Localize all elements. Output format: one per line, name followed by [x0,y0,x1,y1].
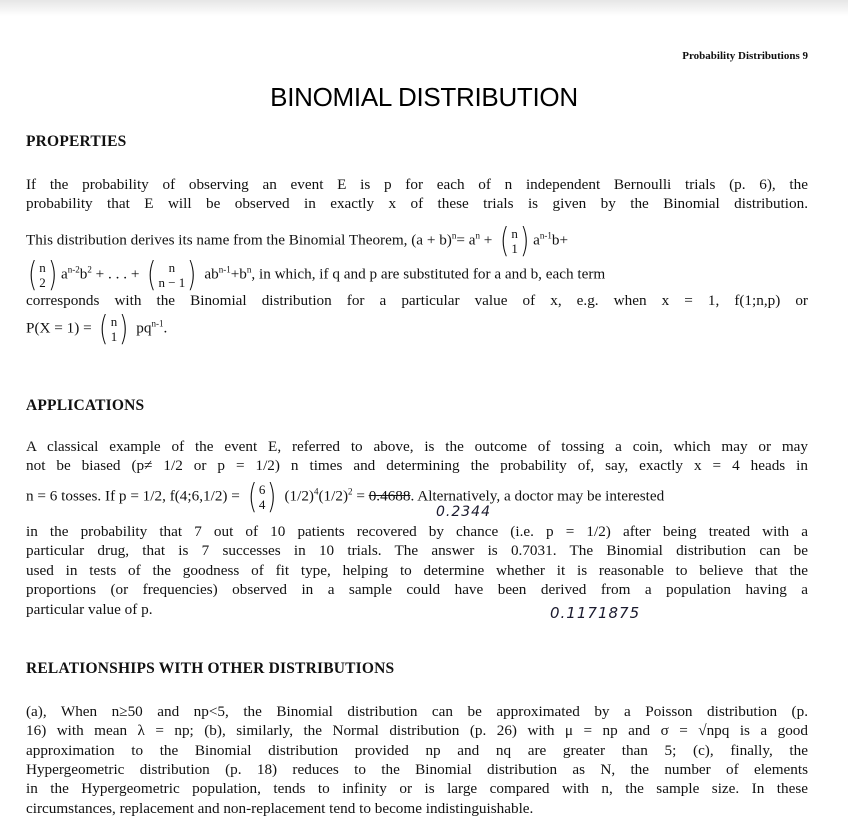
text: This distribution derives its name from the Binomial Theorem, (a + b) [26,231,452,249]
text: . Alternatively, a doctor may be interested [410,487,665,505]
sup: 2 [87,264,92,275]
applications-line-5: particular drug, that is 7 successes in 10 trials. The answer is 0.7031. The Binomial distribution can be [26,542,808,559]
binom-top: n [110,314,118,329]
relationships-line-2: 16) with mean λ = np; (b), similarly, the Normal distribution (p. 26) with μ = np and σ = √npq is a good [26,722,808,739]
text: P(X = 1) = [26,319,92,337]
text: . [163,319,168,337]
text: (1/2) [284,487,314,505]
text: ab [204,265,219,283]
text: = [352,487,369,505]
text: a [61,265,68,283]
binom-top: n [511,226,518,241]
sup: n-1 [151,318,164,329]
sup: n [475,230,480,241]
sup: 2 [348,486,353,497]
properties-line-6 [26,309,808,349]
text: pq [136,319,152,337]
text: + . . . + [95,265,140,283]
applications-line-1: A classical example of the event E, referred to above, is the outcome of tossing a coin, which may or may [26,438,808,455]
binom-top: n [168,260,176,275]
text: n = 6 tosses. If p = 1/2, f(4;6,1/2) = [26,487,240,505]
applications-line-7: proportions (or frequencies) observed in a sample could have been derived from a population having a [26,581,808,598]
relationships-line-3: approximation to the Binomial distribution provided np and nq are greater than 5; (c), finally, the [26,742,808,759]
binomial-coefficient: ( n 1 ) [500,221,530,261]
relationships-line-6: circumstances, replacement and non-replacement tend to become indistinguishable. [26,800,534,817]
handwritten-note-2: 0.1171875 [550,604,641,622]
binomial-coefficient: ( 6 4 ) [247,477,277,517]
text: (1/2) [318,487,349,505]
properties-line-3 [26,221,808,261]
properties-line-2: probability that E will be observed in exactly x of these trials is given by the Binomial distribution. [26,195,808,212]
heading-relationships: RELATIONSHIPS WITH OTHER DISTRIBUTIONS [26,660,395,677]
text: +b [230,265,247,283]
scan-edge [0,0,848,16]
text: + [483,231,493,249]
sup: n [451,230,457,241]
handwritten-correction-1: 0.2344 [436,504,491,520]
text: a [533,231,540,249]
heading-applications: APPLICATIONS [26,397,145,414]
sup: n [246,264,252,275]
applications-line-3 [26,477,808,517]
struck-value: 0.4688 [368,487,411,505]
binom-top: n [39,260,46,275]
properties-line-1: If the probability of observing an event E is p for each of n independent Bernoulli trials (p. 6), the [26,176,808,193]
properties-line-5: corresponds with the Binomial distribution for a particular value of x, e.g. when x = 1, f(1;n,p) or [26,292,808,309]
applications-line-8: particular value of p. [26,601,153,618]
text: b+ [551,231,569,249]
sup: 4 [314,486,319,497]
binomial-coefficient: ( n 2 ) [27,255,58,295]
relationships-line-1: (a), When n≥50 and np<5, the Binomial distribution can be approximated by a Poisson distribution (p. [26,703,808,720]
binomial-coefficient: ( n n − 1 ) [147,255,197,295]
applications-line-2: not be biased (p≠ 1/2 or p = 1/2) n times and determining the probability of, say, exactly x = 4 heads in [26,457,808,474]
binom-bottom: 2 [39,275,46,290]
running-header: Probability Distributions 9 [682,50,808,62]
binom-top: 6 [258,482,266,497]
relationships-line-5: in the Hypergeometric population, tends to infinity or is large compared with n, the sample size. In these [26,780,808,797]
binomial-coefficient: ( n 1 ) [99,309,129,349]
relationships-line-4: Hypergeometric distribution (p. 18) reduces to the Binomial distribution as N, the number of elements [26,761,808,778]
binom-bottom: n − 1 [158,275,186,290]
text: b [79,265,88,283]
properties-line-4 [26,255,808,295]
sup: n-1 [539,230,552,241]
binom-bottom: 4 [258,497,266,512]
applications-line-6: used in tests of the goodness of fit type, helping to determine whether it is reasonable to believe that the [26,562,808,579]
text: = a [456,231,476,249]
binom-bottom: 1 [110,329,118,344]
applications-line-4: in the probability that 7 out of 10 patients recovered by chance (i.e. p = 1/2) after being treated with a [26,523,808,540]
sup: n-2 [67,264,80,275]
heading-properties: PROPERTIES [26,133,127,150]
page-title: BINOMIAL DISTRIBUTION [270,82,578,112]
text: , in which, if q and p are substituted for a and b, each term [251,265,606,283]
sup: n-1 [218,264,231,275]
binom-bottom: 1 [511,241,518,256]
